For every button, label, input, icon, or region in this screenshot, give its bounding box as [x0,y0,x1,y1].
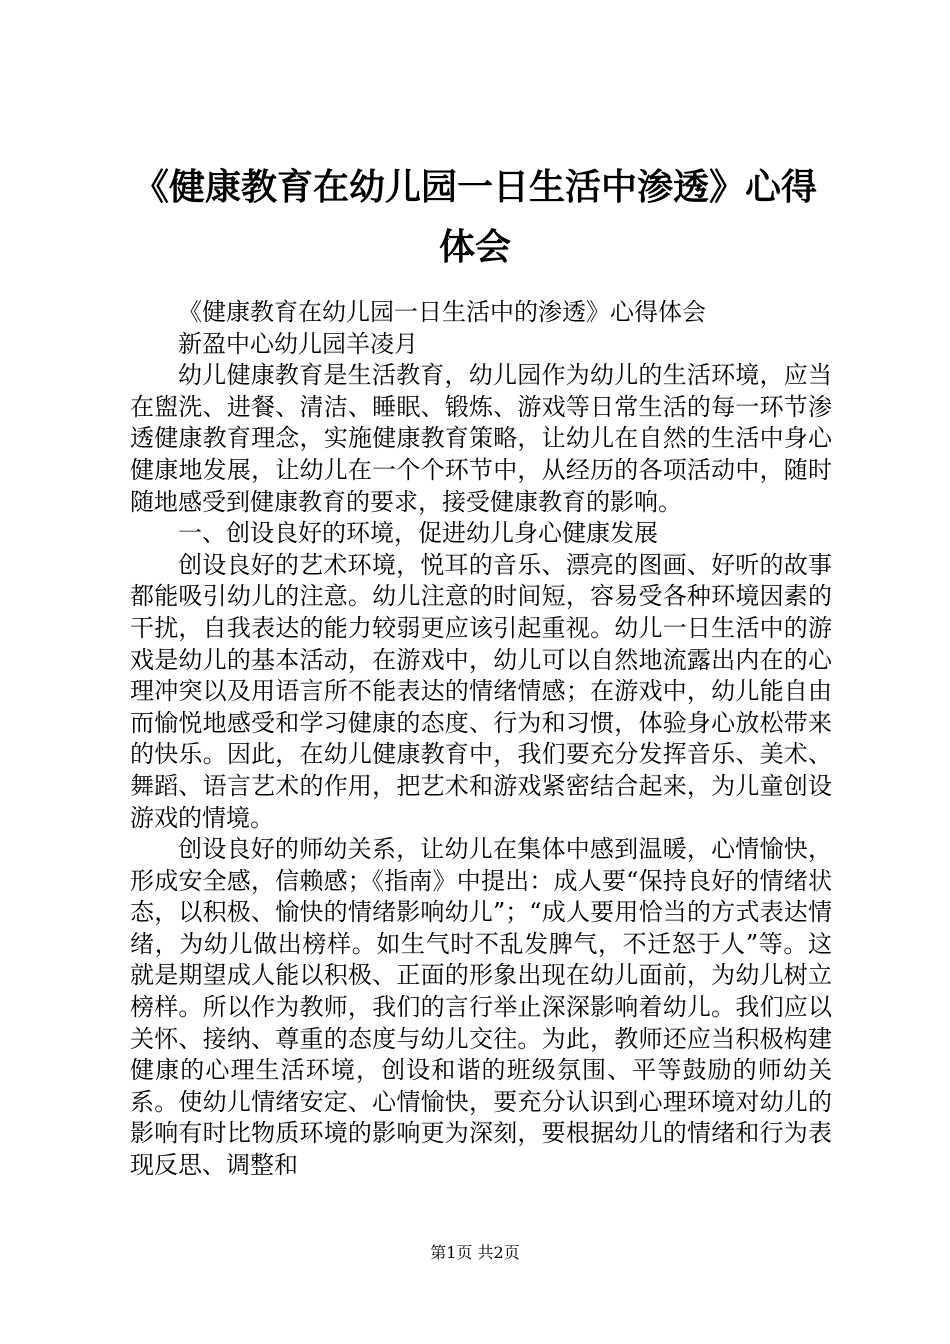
body-paragraph: 创设良好的师幼关系，让幼儿在集体中感到温暖，心情愉快，形成安全感，信赖感；《指南》中提出：成人要“保持良好的情绪状态，以积极、愉快的情绪影响幼儿”；“成人要用恰当的方式表达情绪，为幼儿做出榜样。如生气时不乱发脾气，不迁怒于人”等。这就是期望成人能以积极、正面的形象出现在幼儿面前，为幼儿树立榜样。所以作为教师，我们的言行举止深深影响着幼儿。我们应以关怀、接纳、尊重的态度与幼儿交往。为此，教师还应当积极构建健康的心理生活环境，创设和谐的班级氛围、平等鼓励的师幼关系。使幼儿情绪安定、心情愉快，要充分认识到心理环境对幼儿的影响有时比物质环境的影响更为深刻，要根据幼儿的情绪和行为表现反思、调整和 [130,835,832,1180]
author-line: 新盈中心幼儿园羊凌月 [178,329,418,358]
page-number: 第1页 共2页 [430,1243,520,1262]
page-footer [0,1243,950,1263]
document-title: 《健康教育在幼儿园一日生活中渗透》心得体会 [132,167,817,268]
body-paragraph: 创设良好的艺术环境，悦耳的音乐、漂亮的图画、好听的故事都能吸引幼儿的注意。幼儿注意的时间短，容易受各种环境因素的干扰，自我表达的能力较弱更应该引起重视。幼儿一日生活中的游戏是幼儿的基本活动，在游戏中，幼儿可以自然地流露出内在的心理冲突以及用语言所不能表达的情绪情感；在游戏中，幼儿能自由而愉悦地感受和学习健康的态度、行为和习惯，体验身心放松带来的快乐。因此，在幼儿健康教育中，我们要充分发挥音乐、美术、舞蹈、语言艺术的作用，把艺术和游戏紧密结合起来，为儿童创设游戏的情境。 [130,550,832,832]
subtitle-line: 《健康教育在幼儿园一日生活中的渗透》心得体会 [178,298,706,326]
section-heading: 一、创设良好的环境，促进幼儿身心健康发展 [178,519,658,548]
document-body [130,297,832,1182]
body-paragraph: 幼儿健康教育是生活教育，幼儿园作为幼儿的生活环境，应当在盥洗、进餐、清洁、睡眠、锻炼、游戏等日常生活的每一环节渗透健康教育理念，实施健康教育策略，让幼儿在自然的生活中身心健康地发展，让幼儿在一个个环节中，从经历的各项活动中，随时随地感受到健康教育的要求，接受健康教育的影响。 [130,361,832,516]
